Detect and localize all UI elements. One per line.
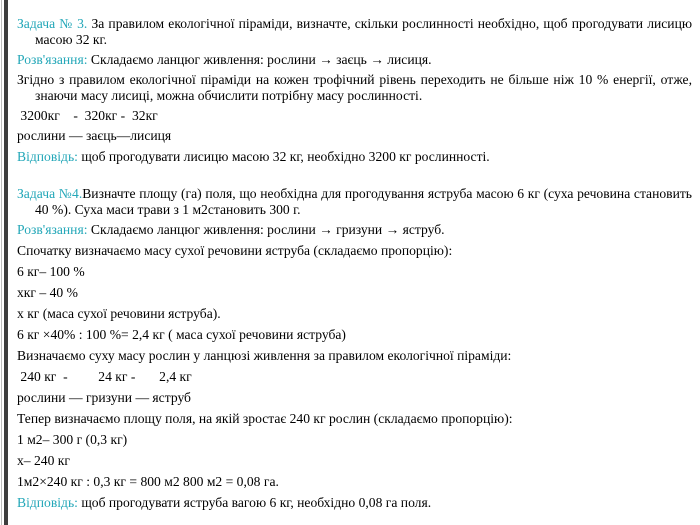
task3-answer — [17, 149, 692, 165]
task3-statement — [17, 16, 692, 48]
task4-answer-label: Відповідь: — [17, 495, 78, 510]
task4-proportion-line-2: хкг – 40 % — [17, 285, 78, 300]
task3-masses: 3200кг - 320кг - 32кг — [17, 108, 158, 123]
task3-text: За правилом екологічної піраміди, визначте, скільки рослинності необхідно, щоб прогодувати лисицю масою 32 кг. — [35, 16, 692, 47]
left-border-rail — [4, 0, 8, 525]
task3-answer-text: щоб прогодувати лисицю масою 32 кг, необхідно 3200 кг рослинності. — [77, 149, 490, 164]
task4-step1: Спочатку визначаємо масу сухої речовини яструба (складаємо пропорцію): — [17, 243, 453, 258]
task4-step2: Визначаємо суху масу рослин у ланцюзі живлення за правилом екологічної піраміди: — [17, 348, 512, 363]
task3-solution-text: Складаємо ланцюг живлення: рослини → заєць → лисиця. — [87, 52, 432, 67]
task3-answer-label: Відповідь: — [17, 149, 78, 164]
task4-step3: Тепер визначаємо площу поля, на якій зростає 240 кг рослин (складаємо пропорцію): — [17, 411, 513, 426]
task4-masses: 240 кг - 24 кг - 2,4 кг — [17, 369, 192, 384]
task4-statement — [17, 186, 692, 218]
task4-area-line-1: 1 м2– 300 г (0,3 кг) — [17, 432, 128, 447]
task3-rule: Згідно з правилом екологічної піраміди на кожен трофічний рівень переходить не більше ніж 10 % енергії, отже, знаючи масу лисиці, можна обчислити потрібну масу рослинності. — [17, 72, 692, 103]
task4-chain: рослини — гризуни — яструб — [17, 390, 191, 405]
spacer — [17, 165, 692, 186]
task3-chain: рослини — заєць—лисиця — [17, 128, 172, 143]
task4-proportion-line-1: 6 кг– 100 % — [17, 264, 85, 279]
task4-answer-text: щоб прогодувати яструба вагою 6 кг, необхідно 0,08 га поля. — [77, 495, 432, 510]
task4-calc-line: 6 кг ×40% : 100 %= 2,4 кг ( маса сухої речовини яструба) — [17, 327, 346, 342]
task4-area-line-2: х– 240 кг — [17, 453, 70, 468]
task4-text: Визначте площу (га) поля, що необхідна для прогодування яструба масою 6 кг (суха речовина становить 40 %). Суха маси трави з 1 м2становить 300 г. — [35, 186, 692, 217]
task4-solution-label: Розв'язання: — [17, 222, 88, 237]
task4-area-line-3: 1м2×240 кг : 0,3 кг = 800 м2 800 м2 = 0,08 га. — [17, 474, 279, 489]
slide-content — [17, 16, 692, 511]
task4-answer — [17, 495, 692, 511]
task4-solution — [17, 222, 692, 238]
task3-solution — [17, 52, 692, 68]
task3-label: Задача № 3. — [17, 16, 88, 31]
task4-label: Задача №4. — [17, 186, 83, 201]
task4-proportion-line-3: х кг (маса сухої речовини яструба). — [17, 306, 221, 321]
task4-solution-text: Складаємо ланцюг живлення: рослини → гризуни → яструб. — [87, 222, 445, 237]
task3-solution-label: Розв'язання: — [17, 52, 88, 67]
